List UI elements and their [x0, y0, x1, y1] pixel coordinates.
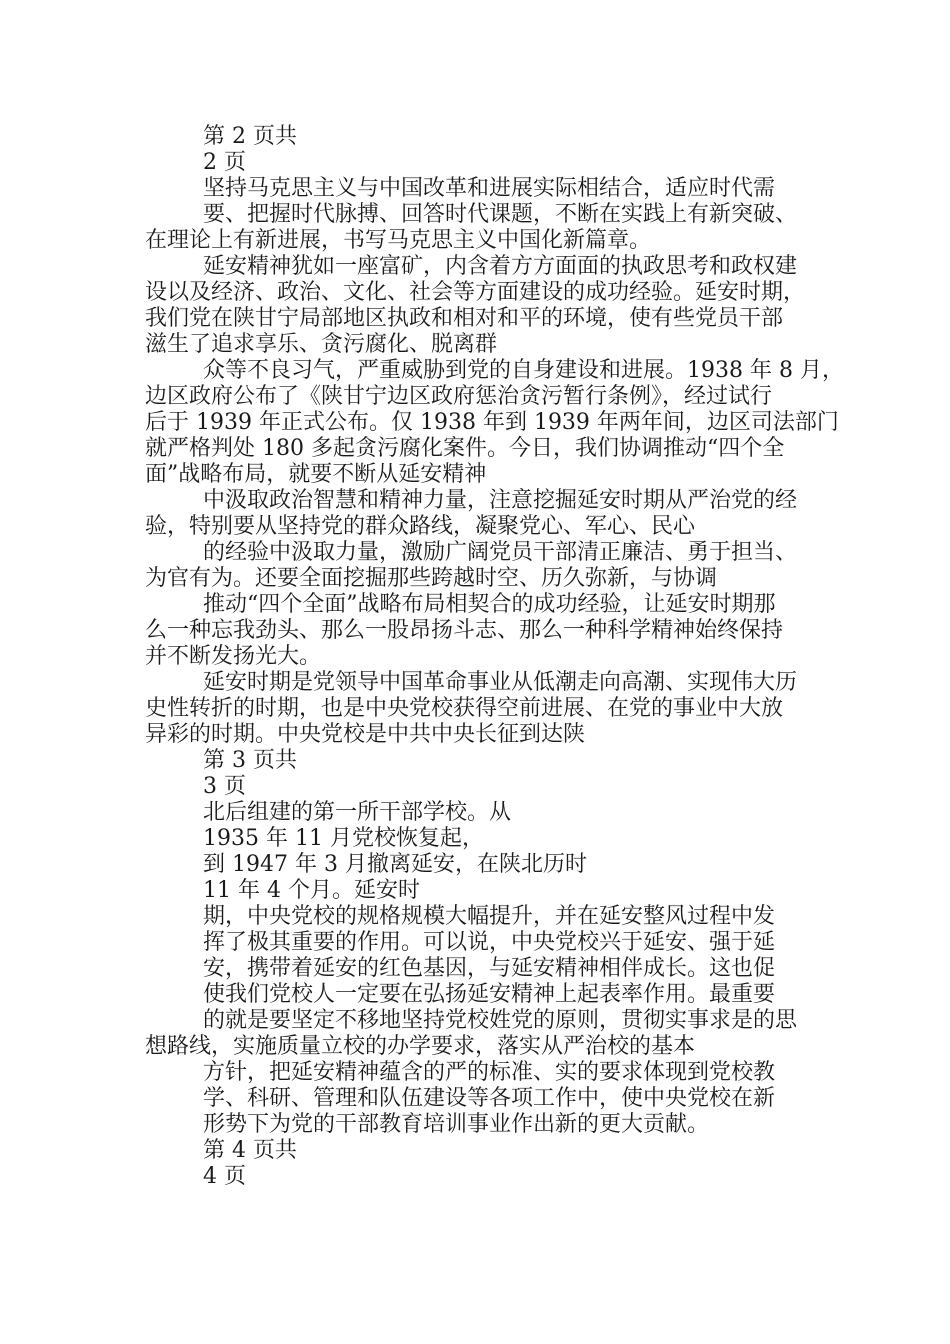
text-line: 异彩的时期。中央党校是中共中央长征到达陕	[145, 722, 586, 747]
text-line: 并不断发扬光大。	[145, 644, 322, 669]
text-line: 为官有为。还要全面挖掘那些跨越时空、历久弥新，与协调	[145, 566, 718, 591]
page-footer-2-b: 2 页	[203, 150, 246, 175]
text-line: 在理论上有新进展，书写马克思主义中国化新篇章。	[145, 228, 652, 253]
text-line: 面”战略布局，就要不断从延安精神	[145, 462, 487, 487]
page-footer-3-b: 3 页	[203, 774, 246, 799]
text-line: 期，中央党校的规格规模大幅提升，并在延安整风过程中发	[203, 904, 776, 929]
text-line: 众等不良习气，严重威胁到党的自身建设和进展。1938 年 8 月，	[203, 358, 844, 383]
text-line: 学、科研、管理和队伍建设等各项工作中，使中央党校在新	[203, 1086, 776, 1111]
text-line: 史性转折的时期，也是中央党校获得空前进展、在党的事业中大放	[145, 696, 784, 721]
text-line: 我们党在陕甘宁局部地区执政和相对和平的环境，使有些党员干部	[145, 306, 784, 331]
page-footer-4-b: 4 页	[203, 1164, 246, 1189]
page-footer-2-a: 第 2 页共	[203, 124, 297, 149]
text-line: 形势下为党的干部教育培训事业作出新的更大贡献。	[203, 1112, 710, 1137]
text-line: 么一种忘我劲头、那么一股昂扬斗志、那么一种科学精神始终保持	[145, 618, 784, 643]
text-line: 的就是要坚定不移地坚持党校姓党的原则，贯彻实事求是的思	[203, 1008, 798, 1033]
text-line: 1935 年 11 月党校恢复起，	[203, 826, 484, 851]
text-line: 延安时期是党领导中国革命事业从低潮走向高潮、实现伟大历	[203, 670, 798, 695]
text-line: 方针，把延安精神蕴含的严的标准、实的要求体现到党校教	[203, 1060, 776, 1085]
text-line: 就严格判处 180 多起贪污腐化案件。今日，我们协调推动“四个全	[145, 436, 785, 461]
text-line: 滋生了追求享乐、贪污腐化、脱离群	[145, 332, 498, 357]
text-line: 11 年 4 个月。延安时	[203, 878, 420, 903]
text-line: 设以及经济、政治、文化、社会等方面建设的成功经验。延安时期，	[145, 280, 806, 305]
text-line: 到 1947 年 3 月撤离延安，在陕北历时	[203, 852, 587, 877]
page-footer-3-a: 第 3 页共	[203, 748, 297, 773]
text-line: 中汲取政治智慧和精神力量，注意挖掘延安时期从严治党的经	[203, 488, 798, 513]
text-line: 挥了极其重要的作用。可以说，中央党校兴于延安、强于延	[203, 930, 776, 955]
text-line: 要、把握时代脉搏、回答时代课题，不断在实践上有新突破、	[203, 202, 798, 227]
text-line: 北后组建的第一所干部学校。从	[203, 800, 512, 825]
text-line: 坚持马克思主义与中国改革和进展实际相结合，适应时代需	[203, 176, 776, 201]
text-line: 安，携带着延安的红色基因，与延安精神相伴成长。这也促	[203, 956, 776, 981]
text-line: 验，特别要从坚持党的群众路线，凝聚党心、军心、民心	[145, 514, 696, 539]
page-footer-4-a: 第 4 页共	[203, 1138, 297, 1163]
text-line: 推动“四个全面”战略布局相契合的成功经验，让延安时期那	[203, 592, 776, 617]
text-line: 的经验中汲取力量，激励广阔党员干部清正廉洁、勇于担当、	[203, 540, 798, 565]
text-line: 边区政府公布了《陕甘宁边区政府惩治贪污暂行条例》，经过试行	[145, 384, 773, 409]
text-line: 使我们党校人一定要在弘扬延安精神上起表率作用。最重要	[203, 982, 776, 1007]
text-line: 延安精神犹如一座富矿，内含着方方面面的执政思考和政权建	[203, 254, 798, 279]
text-line: 后于 1939 年正式公布。仅 1938 年到 1939 年两年间，边区司法部门	[145, 410, 839, 435]
text-line: 想路线，实施质量立校的办学要求，落实从严治校的基本	[145, 1034, 696, 1059]
